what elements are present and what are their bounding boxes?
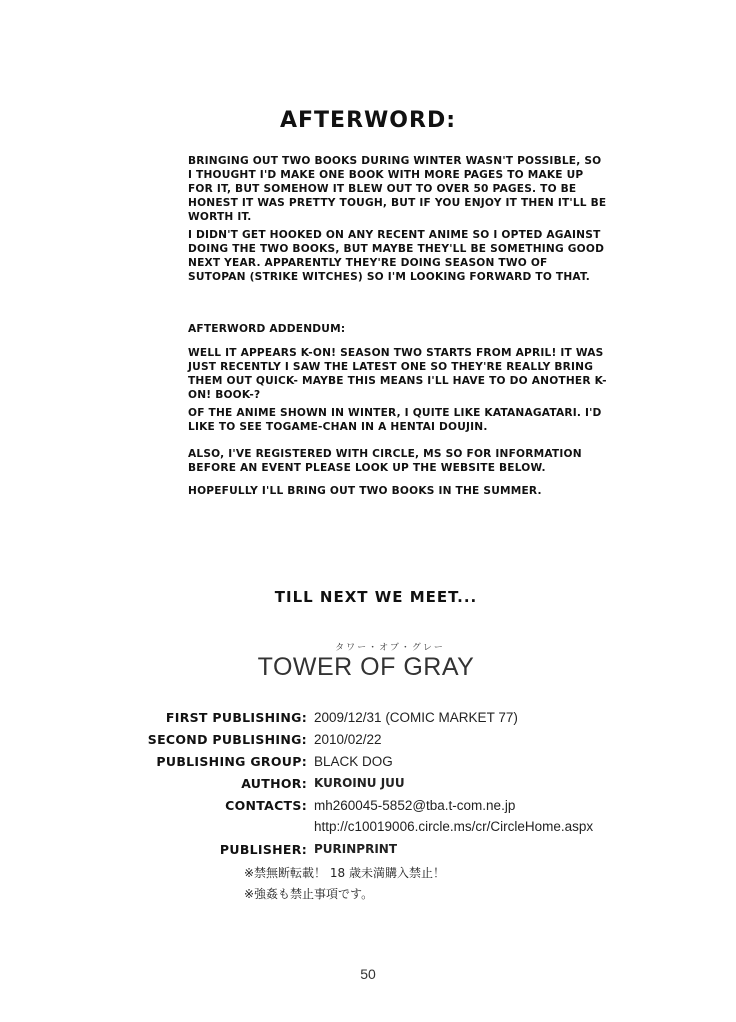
- first-publishing-label: FIRST PUBLISHING:: [165, 710, 307, 725]
- second-publishing-value: 2010/02/22: [314, 732, 382, 747]
- colophon-row-contacts: [0, 798, 736, 818]
- notice-line-1: ※禁無断転載！ 18 歳未満購入禁止！: [244, 866, 445, 880]
- colophon-row-publisher: [0, 842, 736, 862]
- addendum-paragraph-2: OF THE ANIME SHOWN IN WINTER, I QUITE LIKE KATANAGATARI. I'D LIKE TO SEE TOGAME-CHAN IN A HENTAI DOUJIN.: [188, 407, 602, 433]
- colophon-title-ruby: タワー・オブ・グレー: [335, 643, 445, 653]
- addendum-title: AFTERWORD ADDENDUM:: [188, 323, 346, 335]
- farewell-text: TILL NEXT WE MEET...: [274, 588, 478, 606]
- contacts-url: http://c10019006.circle.ms/cr/CircleHome.aspx: [314, 819, 594, 834]
- notice-line-2: ※強姦も禁止事項です。: [244, 887, 374, 901]
- second-publishing-label: SECOND PUBLISHING:: [147, 732, 307, 747]
- addendum-paragraph-1: WELL IT APPEARS K-ON! SEASON TWO STARTS FROM APRIL! IT WAS JUST RECENTLY I SAW THE LATEST ONE SO THEY'RE REALLY BRING THEM OUT QUICK- MAYBE THIS MEANS I'LL HAVE TO DO ANOTHER K-ON! BOOK-?: [188, 347, 607, 401]
- colophon-row-second-publishing: [0, 732, 736, 752]
- author-value: KUROINU JUU: [314, 776, 405, 790]
- addendum-paragraph-4: HOPEFULLY I'LL BRING OUT TWO BOOKS IN THE SUMMER.: [188, 485, 542, 497]
- first-publishing-value: 2009/12/31 (COMIC MARKET 77): [314, 710, 518, 725]
- contacts-label: CONTACTS:: [225, 798, 307, 813]
- afterword-title: AFTERWORD:: [280, 108, 456, 133]
- addendum-paragraph-3: ALSO, I'VE REGISTERED WITH CIRCLE, MS SO FOR INFORMATION BEFORE AN EVENT PLEASE LOOK UP THE WEBSITE BELOW.: [188, 448, 582, 474]
- afterword-paragraph-2: I DIDN'T GET HOOKED ON ANY RECENT ANIME SO I OPTED AGAINST DOING THE TWO BOOKS, BUT MAYBE THEY'LL BE SOMETHING GOOD NEXT YEAR. APPARENTLY THEY'RE DOING SEASON TWO OF SUTOPAN (STRIKE WITCHES) SO I'M LOOKING FORWARD TO THAT.: [188, 229, 605, 283]
- colophon-title: TOWER OF GRAY: [257, 653, 475, 681]
- colophon-title-block: [0, 640, 736, 682]
- colophon-row-first-publishing: [0, 710, 736, 730]
- publisher-value: PURINPRINT: [314, 842, 398, 856]
- colophon-row-contacts-url: [0, 819, 736, 839]
- publishing-group-value: BLACK DOG: [314, 754, 393, 769]
- colophon-row-author: [0, 776, 736, 796]
- author-label: AUTHOR:: [241, 776, 307, 791]
- contacts-email: mh260045-5852@tba.t-com.ne.jp: [314, 798, 516, 813]
- publishing-group-label: PUBLISHING GROUP:: [156, 754, 307, 769]
- colophon-row-publishing-group: [0, 754, 736, 774]
- page-number: 50: [360, 966, 376, 982]
- publisher-label: PUBLISHER:: [219, 842, 307, 857]
- afterword-paragraph-1: BRINGING OUT TWO BOOKS DURING WINTER WASN'T POSSIBLE, SO I THOUGHT I'D MAKE ONE BOOK WITH MORE PAGES TO MAKE UP FOR IT, BUT SOMEHOW IT BLEW OUT TO OVER 50 PAGES. TO BE HONEST IT WAS PRETTY TOUGH, BUT IF YOU ENJOY IT THEN IT'LL BE WORTH IT.: [188, 155, 607, 223]
